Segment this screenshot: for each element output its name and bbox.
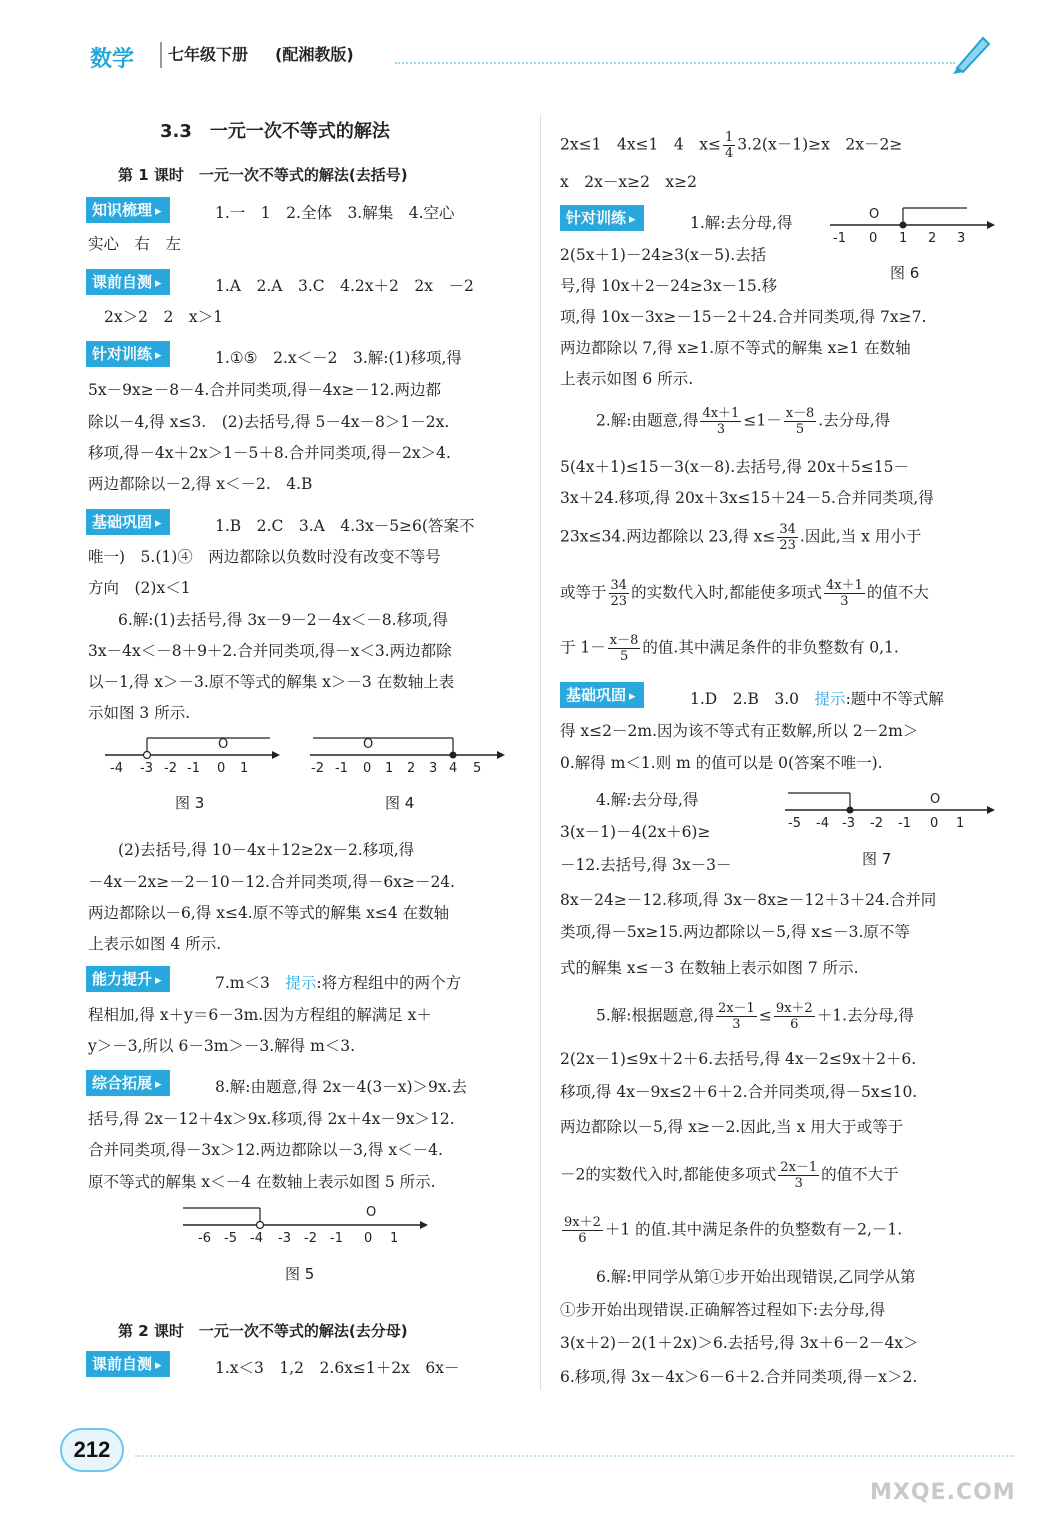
left-line: 8.解:由题意,得 2x－4(3－x)＞9x.去 <box>215 1078 468 1096</box>
bottom-dotted-line <box>135 1455 1015 1457</box>
right-line: $\frac{9x+2}{6}$ ＋1 的值.其中满足条件的负整数有－2,－1. <box>564 1215 903 1246</box>
left-line: 除以－4,得 x≤3. (2)去括号,得 5－4x－8＞1－2x. <box>88 413 450 431</box>
number-line-fig6 <box>825 200 995 250</box>
left-line: 7.m＜3 提示:将方程组中的两个方 <box>215 974 462 992</box>
left-line: －4x－2x≥－2－10－12.合并同类项,得－6x≥－24. <box>88 873 456 891</box>
right-line: x 2x－x≥2 x≥2 <box>560 173 698 191</box>
page-number: 212 <box>60 1428 124 1472</box>
tick-label: 2 <box>407 761 416 776</box>
left-line: 1.①⑤ 2.x＜－2 3.解:(1)移项,得 <box>215 349 462 367</box>
left-line: 1.一 1 2.全体 3.解集 4.空心 <box>215 204 455 222</box>
tick-label: 5 <box>473 761 482 776</box>
right-line: 式的解集 x≤－3 在数轴上表示如图 7 所示. <box>560 959 859 977</box>
origin-label: O <box>869 207 880 222</box>
tick-label: -4 <box>816 816 829 831</box>
right-line: 3(x－1)－4(2x＋6)≥ <box>560 823 711 841</box>
right-line: 2(5x＋1)－24≥3(x－5).去括 <box>560 246 767 264</box>
left-line: 原不等式的解集 x＜－4 在数轴上表示如图 5 所示. <box>88 1173 436 1191</box>
tick-label: 2 <box>928 231 937 246</box>
tag-nlts: 能力提升 ▸ <box>86 966 170 992</box>
right-line: 5(4x＋1)≤15－3(x－8).去括号,得 20x＋5≤15－ <box>560 458 910 476</box>
header-grade: 七年级下册 <box>160 42 248 68</box>
origin-label: O <box>218 737 229 752</box>
right-line: 上表示如图 6 所示. <box>560 370 694 388</box>
tick-label: 1 <box>899 231 908 246</box>
right-line: 4.解:去分母,得 <box>596 791 699 809</box>
left-line: 示如图 3 所示. <box>88 704 191 722</box>
origin-label: O <box>366 1205 377 1220</box>
header-dotted-line <box>395 62 955 64</box>
left-line: (2)去括号,得 10－4x＋12≥2x－2.移项,得 <box>118 841 415 859</box>
tick-label: -1 <box>833 231 846 246</box>
tag-zhtz: 综合拓展 ▸ <box>86 1070 170 1096</box>
caption-fig6: 图 6 <box>890 264 920 282</box>
origin-label: O <box>363 737 374 752</box>
tick-label: 1 <box>956 816 965 831</box>
right-line: 或等于 $\frac{34}{23}$ 的实数代入时,都能使多项式 $\frac{4x+1}{3}$ 的值不大 <box>560 578 929 609</box>
column-divider <box>540 115 541 1390</box>
left-line: 程相加,得 x＋y＝6－3m.因为方程组的解满足 x＋ <box>88 1006 432 1024</box>
tick-label: 1 <box>240 761 249 776</box>
tick-label: -4 <box>250 1231 263 1246</box>
tag-zdxl: 针对训练 ▸ <box>86 341 170 367</box>
tag-kqzc-2: 课前自测 ▸ <box>86 1351 170 1377</box>
left-line: 1.B 2.C 3.A 4.3x－5≥6(答案不 <box>215 517 475 535</box>
right-line: 3x＋24.移项,得 20x＋3x≤15＋24－5.合并同类项,得 <box>560 489 934 507</box>
right-line: ①步开始出现错误.正确解答过程如下:去分母,得 <box>560 1301 886 1319</box>
tick-label: -4 <box>110 761 123 776</box>
right-line: 1.D 2.B 3.0 提示:题中不等式解 <box>690 690 944 708</box>
left-line: 5x－9x≥－8－4.合并同类项,得－4x≥－12.两边都 <box>88 381 442 399</box>
tick-label: 1 <box>385 761 394 776</box>
right-line: 于 1－ $\frac{x-8}{5}$ 的值.其中满足条件的非负整数有 0,1. <box>560 633 899 664</box>
tag-jcgg: 基础巩固 ▸ <box>86 509 170 535</box>
tick-label: 0 <box>930 816 939 831</box>
lesson1-title: 第 1 课时 一元一次不等式的解法(去括号) <box>118 166 408 184</box>
left-line: 括号,得 2x－12＋4x＞9x.移项,得 2x＋4x－9x＞12. <box>88 1110 455 1128</box>
right-line: 5.解:根据题意,得 $\frac{2x-1}{3}$ ≤ $\frac{9x+2}{6}$ ＋1.去分母,得 <box>596 1001 914 1032</box>
tick-label: -2 <box>164 761 177 776</box>
caption-fig3: 图 3 <box>175 794 205 812</box>
right-line: 2.解:由题意,得 $\frac{4x+1}{3}$ ≤1－ $\frac{x-8}{5}$ .去分母,得 <box>596 406 891 437</box>
left-line: 上表示如图 4 所示. <box>88 935 222 953</box>
left-line: 移项,得－4x＋2x＞1－5＋8.合并同类项,得－2x＞4. <box>88 444 451 462</box>
left-line: 合并同类项,得－3x＞12.两边都除以－3,得 x＜－4. <box>88 1141 443 1159</box>
tick-label: -3 <box>278 1231 291 1246</box>
left-line: 6.解:(1)去括号,得 3x－9－2－4x＜－8.移项,得 <box>118 611 448 629</box>
tick-label: -1 <box>335 761 348 776</box>
pen-icon <box>945 30 995 74</box>
tag-jcgg-2: 基础巩固 ▸ <box>560 682 644 708</box>
number-line-fig7 <box>780 785 995 835</box>
watermark: MXQE.COM <box>870 1480 1016 1505</box>
tick-label: -6 <box>198 1231 211 1246</box>
caption-fig7: 图 7 <box>862 850 892 868</box>
tag-zhishi: 知识梳理 ▸ <box>86 197 170 223</box>
tick-label: -5 <box>788 816 801 831</box>
header-edition: (配湘教版) <box>275 45 354 64</box>
right-line: 2x≤1 4x≤1 4 x≤ $\frac{1}{4}$ 3.2(x－1)≥x 2x－2≥ <box>560 130 903 161</box>
tick-label: 1 <box>390 1231 399 1246</box>
number-line-fig4 <box>305 730 505 780</box>
right-line: 两边都除以－5,得 x≥－2.因此,当 x 用大于或等于 <box>560 1118 904 1136</box>
right-line: －2的实数代入时,都能使多项式 $\frac{2x-1}{3}$ 的值不大于 <box>560 1160 899 1191</box>
tick-label: 0 <box>869 231 878 246</box>
tick-label: -2 <box>870 816 883 831</box>
tick-label: 3 <box>957 231 966 246</box>
tick-label: -1 <box>330 1231 343 1246</box>
right-line: 项,得 10x－3x≥－15－2＋24.合并同类项,得 7x≥7. <box>560 308 927 326</box>
lesson2-title: 第 2 课时 一元一次不等式的解法(去分母) <box>118 1322 408 1340</box>
left-line: 2x＞2 2 x＞1 <box>104 308 223 326</box>
right-line: 8x－24≥－12.移项,得 3x－8x≥－12＋3＋24.合并同 <box>560 891 937 909</box>
number-line-fig5 <box>178 1200 428 1250</box>
left-line: 方向 (2)x＜1 <box>88 579 191 597</box>
right-line: 6.解:甲同学从第①步开始出现错误,乙同学从第 <box>596 1268 916 1286</box>
left-line: 1.A 2.A 3.C 4.2x＋2 2x －2 <box>215 277 474 295</box>
number-line-fig3 <box>100 730 280 780</box>
left-line: 1.x＜3 1,2 2.6x≤1＋2x 6x－ <box>215 1359 460 1377</box>
left-line: 以－1,得 x＞－3.原不等式的解集 x＞－3 在数轴上表 <box>88 673 455 691</box>
tick-label: 3 <box>429 761 438 776</box>
right-line: 6.移项,得 3x－4x＞6－6＋2.合并同类项,得－x＞2. <box>560 1368 918 1386</box>
tick-label: -1 <box>187 761 200 776</box>
right-line: 23x≤34.两边都除以 23,得 x≤ $\frac{34}{23}$ .因此,当 x 用小于 <box>560 522 922 553</box>
left-line: 两边都除以－2,得 x＜－2. 4.B <box>88 475 313 493</box>
right-line: 2(2x－1)≤9x＋2＋6.去括号,得 4x－2≤9x＋2＋6. <box>560 1050 917 1068</box>
tag-kqzc: 课前自测 ▸ <box>86 269 170 295</box>
caption-fig4: 图 4 <box>385 794 415 812</box>
section-title: 3.3 一元一次不等式的解法 <box>160 121 390 142</box>
tick-label: -3 <box>842 816 855 831</box>
right-line: 两边都除以 7,得 x≥1.原不等式的解集 x≥1 在数轴 <box>560 339 911 357</box>
right-line: －12.去括号,得 3x－3－ <box>560 856 732 874</box>
left-line: 两边都除以－6,得 x≤4.原不等式的解集 x≤4 在数轴 <box>88 904 450 922</box>
left-line: 实心 右 左 <box>88 235 182 253</box>
right-line: 号,得 10x＋2－24≥3x－15.移 <box>560 277 778 295</box>
tick-label: -3 <box>140 761 153 776</box>
right-line: 得 x≤2－2m.因为该不等式有正数解,所以 2－2m＞ <box>560 722 919 740</box>
tick-label: 0 <box>364 1231 373 1246</box>
tick-label: 4 <box>449 761 458 776</box>
tick-label: -1 <box>898 816 911 831</box>
caption-fig5: 图 5 <box>285 1265 315 1283</box>
right-line: 1.解:去分母,得 <box>690 214 793 232</box>
left-line: 3x－4x＜－8＋9＋2.合并同类项,得－x＜3.两边都除 <box>88 642 452 660</box>
tick-label: 0 <box>363 761 372 776</box>
right-line: 移项,得 4x－9x≤2＋6＋2.合并同类项,得－5x≤10. <box>560 1083 918 1101</box>
header-subject: 数学 <box>90 47 135 72</box>
tag-zdxl-2: 针对训练 ▸ <box>560 205 644 231</box>
tick-label: -2 <box>311 761 324 776</box>
right-line: 类项,得－5x≥15.两边都除以－5,得 x≤－3.原不等 <box>560 923 910 941</box>
origin-label: O <box>930 792 941 807</box>
right-line: 3(x＋2)－2(1＋2x)＞6.去括号,得 3x＋6－2－4x＞ <box>560 1334 919 1352</box>
tick-label: -2 <box>304 1231 317 1246</box>
right-line: 0.解得 m＜1.则 m 的值可以是 0(答案不唯一). <box>560 754 883 772</box>
left-line: y＞－3,所以 6－3m＞－3.解得 m＜3. <box>88 1037 356 1055</box>
tick-label: 0 <box>217 761 226 776</box>
left-line: 唯一) 5.(1)④ 两边都除以负数时没有改变不等号 <box>88 548 441 566</box>
tick-label: -5 <box>224 1231 237 1246</box>
